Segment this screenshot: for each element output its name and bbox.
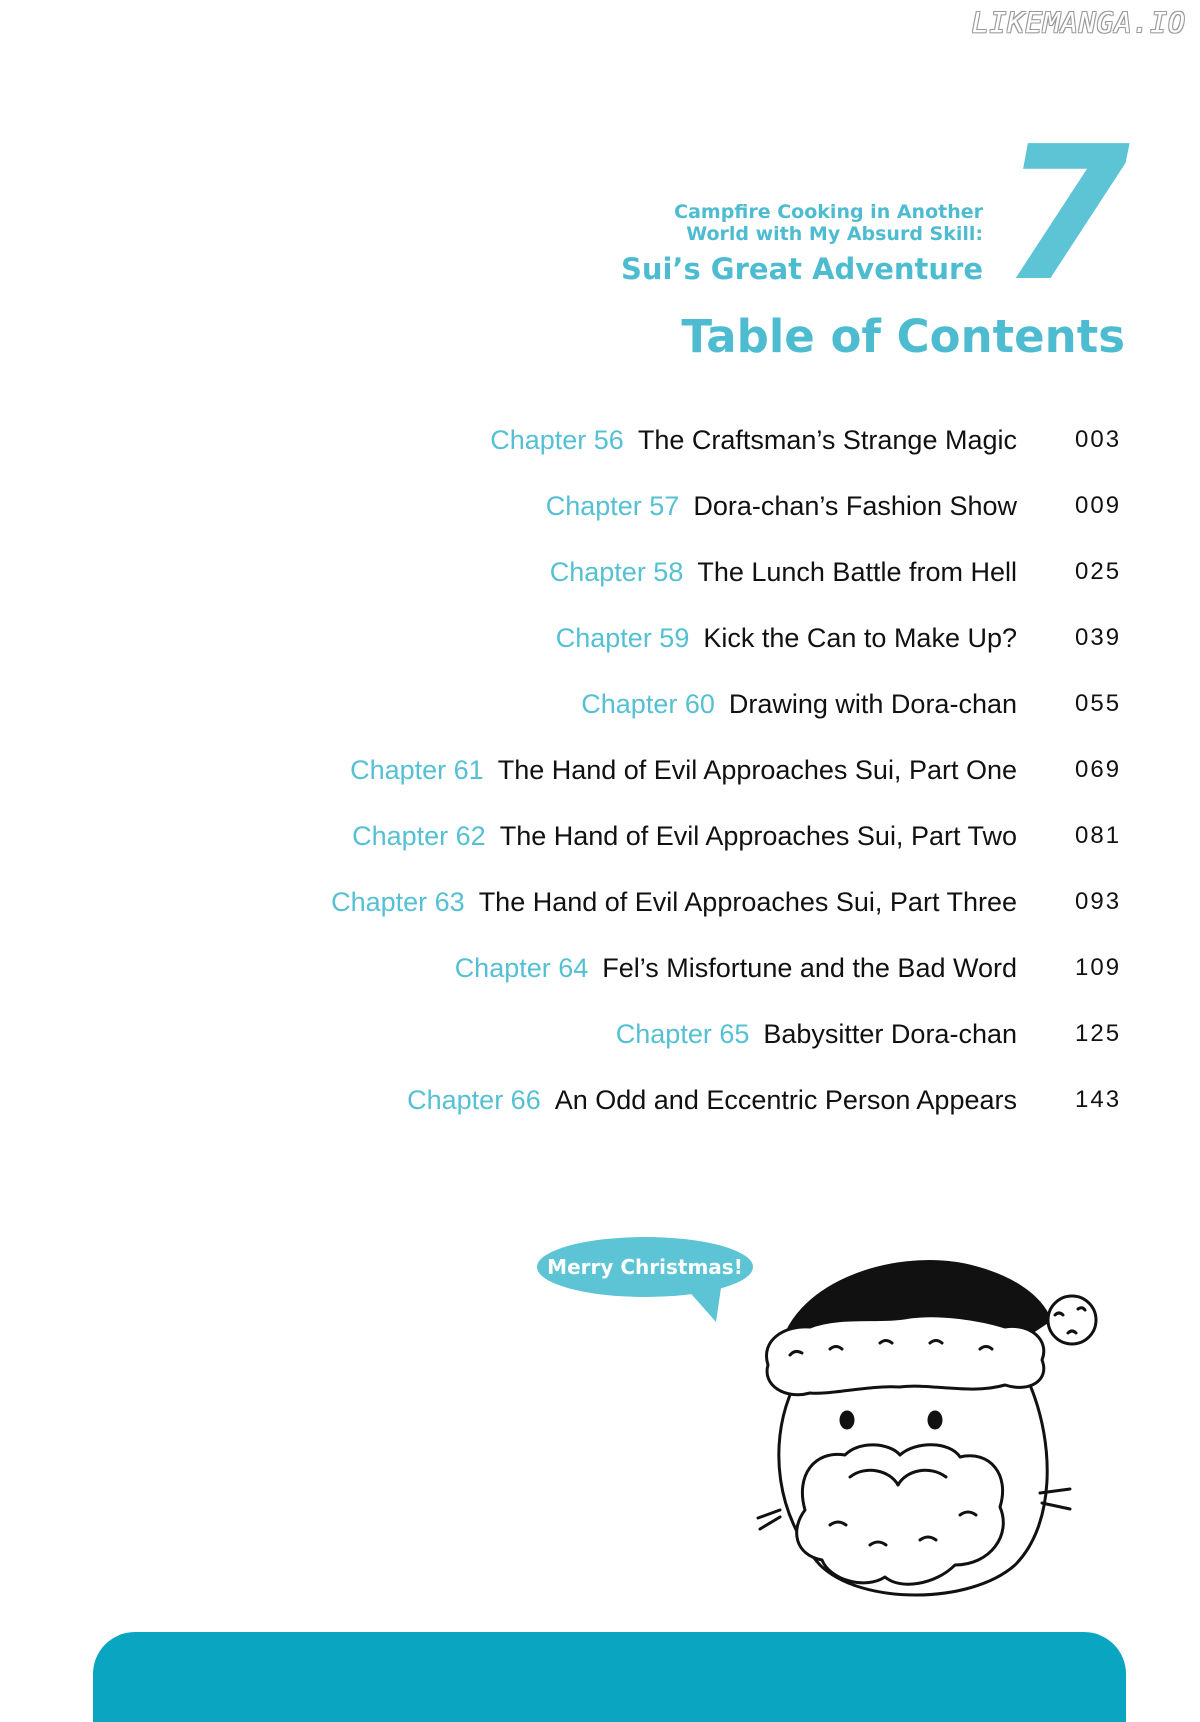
chapter-label: Chapter 65 — [615, 1019, 750, 1049]
chapter-title: Kick the Can to Make Up? — [703, 623, 1017, 653]
page-number: 143 — [1075, 1086, 1122, 1113]
toc-entry — [0, 420, 1200, 486]
page-number: 009 — [1075, 492, 1122, 519]
toc-heading: Table of Contents — [681, 310, 1125, 363]
series-subtitle: Sui’s Great Adventure — [620, 252, 983, 286]
toc-entry — [0, 684, 1200, 750]
speech-bubble — [536, 1236, 756, 1326]
watermark: LIKEMANGA.IO — [971, 6, 1186, 39]
chapter-label: Chapter 58 — [549, 557, 684, 587]
chapter-label: Chapter 66 — [407, 1085, 541, 1115]
toc-entry — [0, 486, 1200, 552]
page-number: 081 — [1075, 822, 1122, 849]
page-number: 055 — [1075, 690, 1122, 717]
toc-entry — [0, 1080, 1200, 1146]
chapter-label: Chapter 63 — [331, 887, 465, 917]
chapter-title: Drawing with Dora-chan — [728, 689, 1017, 719]
chapter-title: Dora-chan’s Fashion Show — [693, 491, 1017, 521]
page-number: 093 — [1075, 888, 1122, 915]
chapter-title: The Lunch Battle from Hell — [697, 557, 1017, 587]
chapter-title: Fel’s Misfortune and the Bad Word — [602, 953, 1017, 983]
toc-entry — [0, 750, 1200, 816]
chapter-title: The Craftsman’s Strange Magic — [637, 425, 1017, 455]
chapter-label: Chapter 57 — [545, 491, 680, 521]
chapter-title: Babysitter Dora-chan — [763, 1019, 1017, 1049]
footer-band — [93, 1632, 1126, 1722]
page-number: 003 — [1075, 426, 1122, 453]
speech-bubble-text: Merry Christmas! — [547, 1255, 743, 1279]
chapter-title: An Odd and Eccentric Person Appears — [554, 1085, 1017, 1115]
toc-entry — [0, 618, 1200, 684]
chapter-title: The Hand of Evil Approaches Sui, Part Two — [499, 821, 1017, 851]
toc-entry — [0, 1014, 1200, 1080]
toc-entry — [0, 882, 1200, 948]
toc-entry — [0, 552, 1200, 618]
series-title-line2: World with My Absurd Skill: — [686, 223, 983, 245]
chapter-label: Chapter 59 — [555, 623, 690, 653]
volume-number: 7 — [1001, 106, 1130, 322]
series-title-line1: Campfire Cooking in Another — [674, 201, 983, 223]
toc-entry — [0, 816, 1200, 882]
page-number: 109 — [1075, 954, 1122, 981]
toc-entry — [0, 948, 1200, 1014]
chapter-title: The Hand of Evil Approaches Sui, Part One — [497, 755, 1017, 785]
chapter-label: Chapter 60 — [581, 689, 715, 719]
chapter-label: Chapter 61 — [350, 755, 484, 785]
page-number: 125 — [1075, 1020, 1122, 1047]
chapter-label: Chapter 64 — [454, 953, 589, 983]
series-title-block — [621, 201, 983, 289]
toc-list — [0, 420, 1200, 1146]
page-number: 069 — [1075, 756, 1122, 783]
chapter-title: The Hand of Evil Approaches Sui, Part Three — [478, 887, 1017, 917]
slime-santa-illustration — [750, 1245, 1130, 1605]
chapter-label: Chapter 56 — [490, 425, 624, 455]
page-number: 025 — [1075, 558, 1122, 585]
chapter-label: Chapter 62 — [352, 821, 486, 851]
page-number: 039 — [1075, 624, 1122, 651]
